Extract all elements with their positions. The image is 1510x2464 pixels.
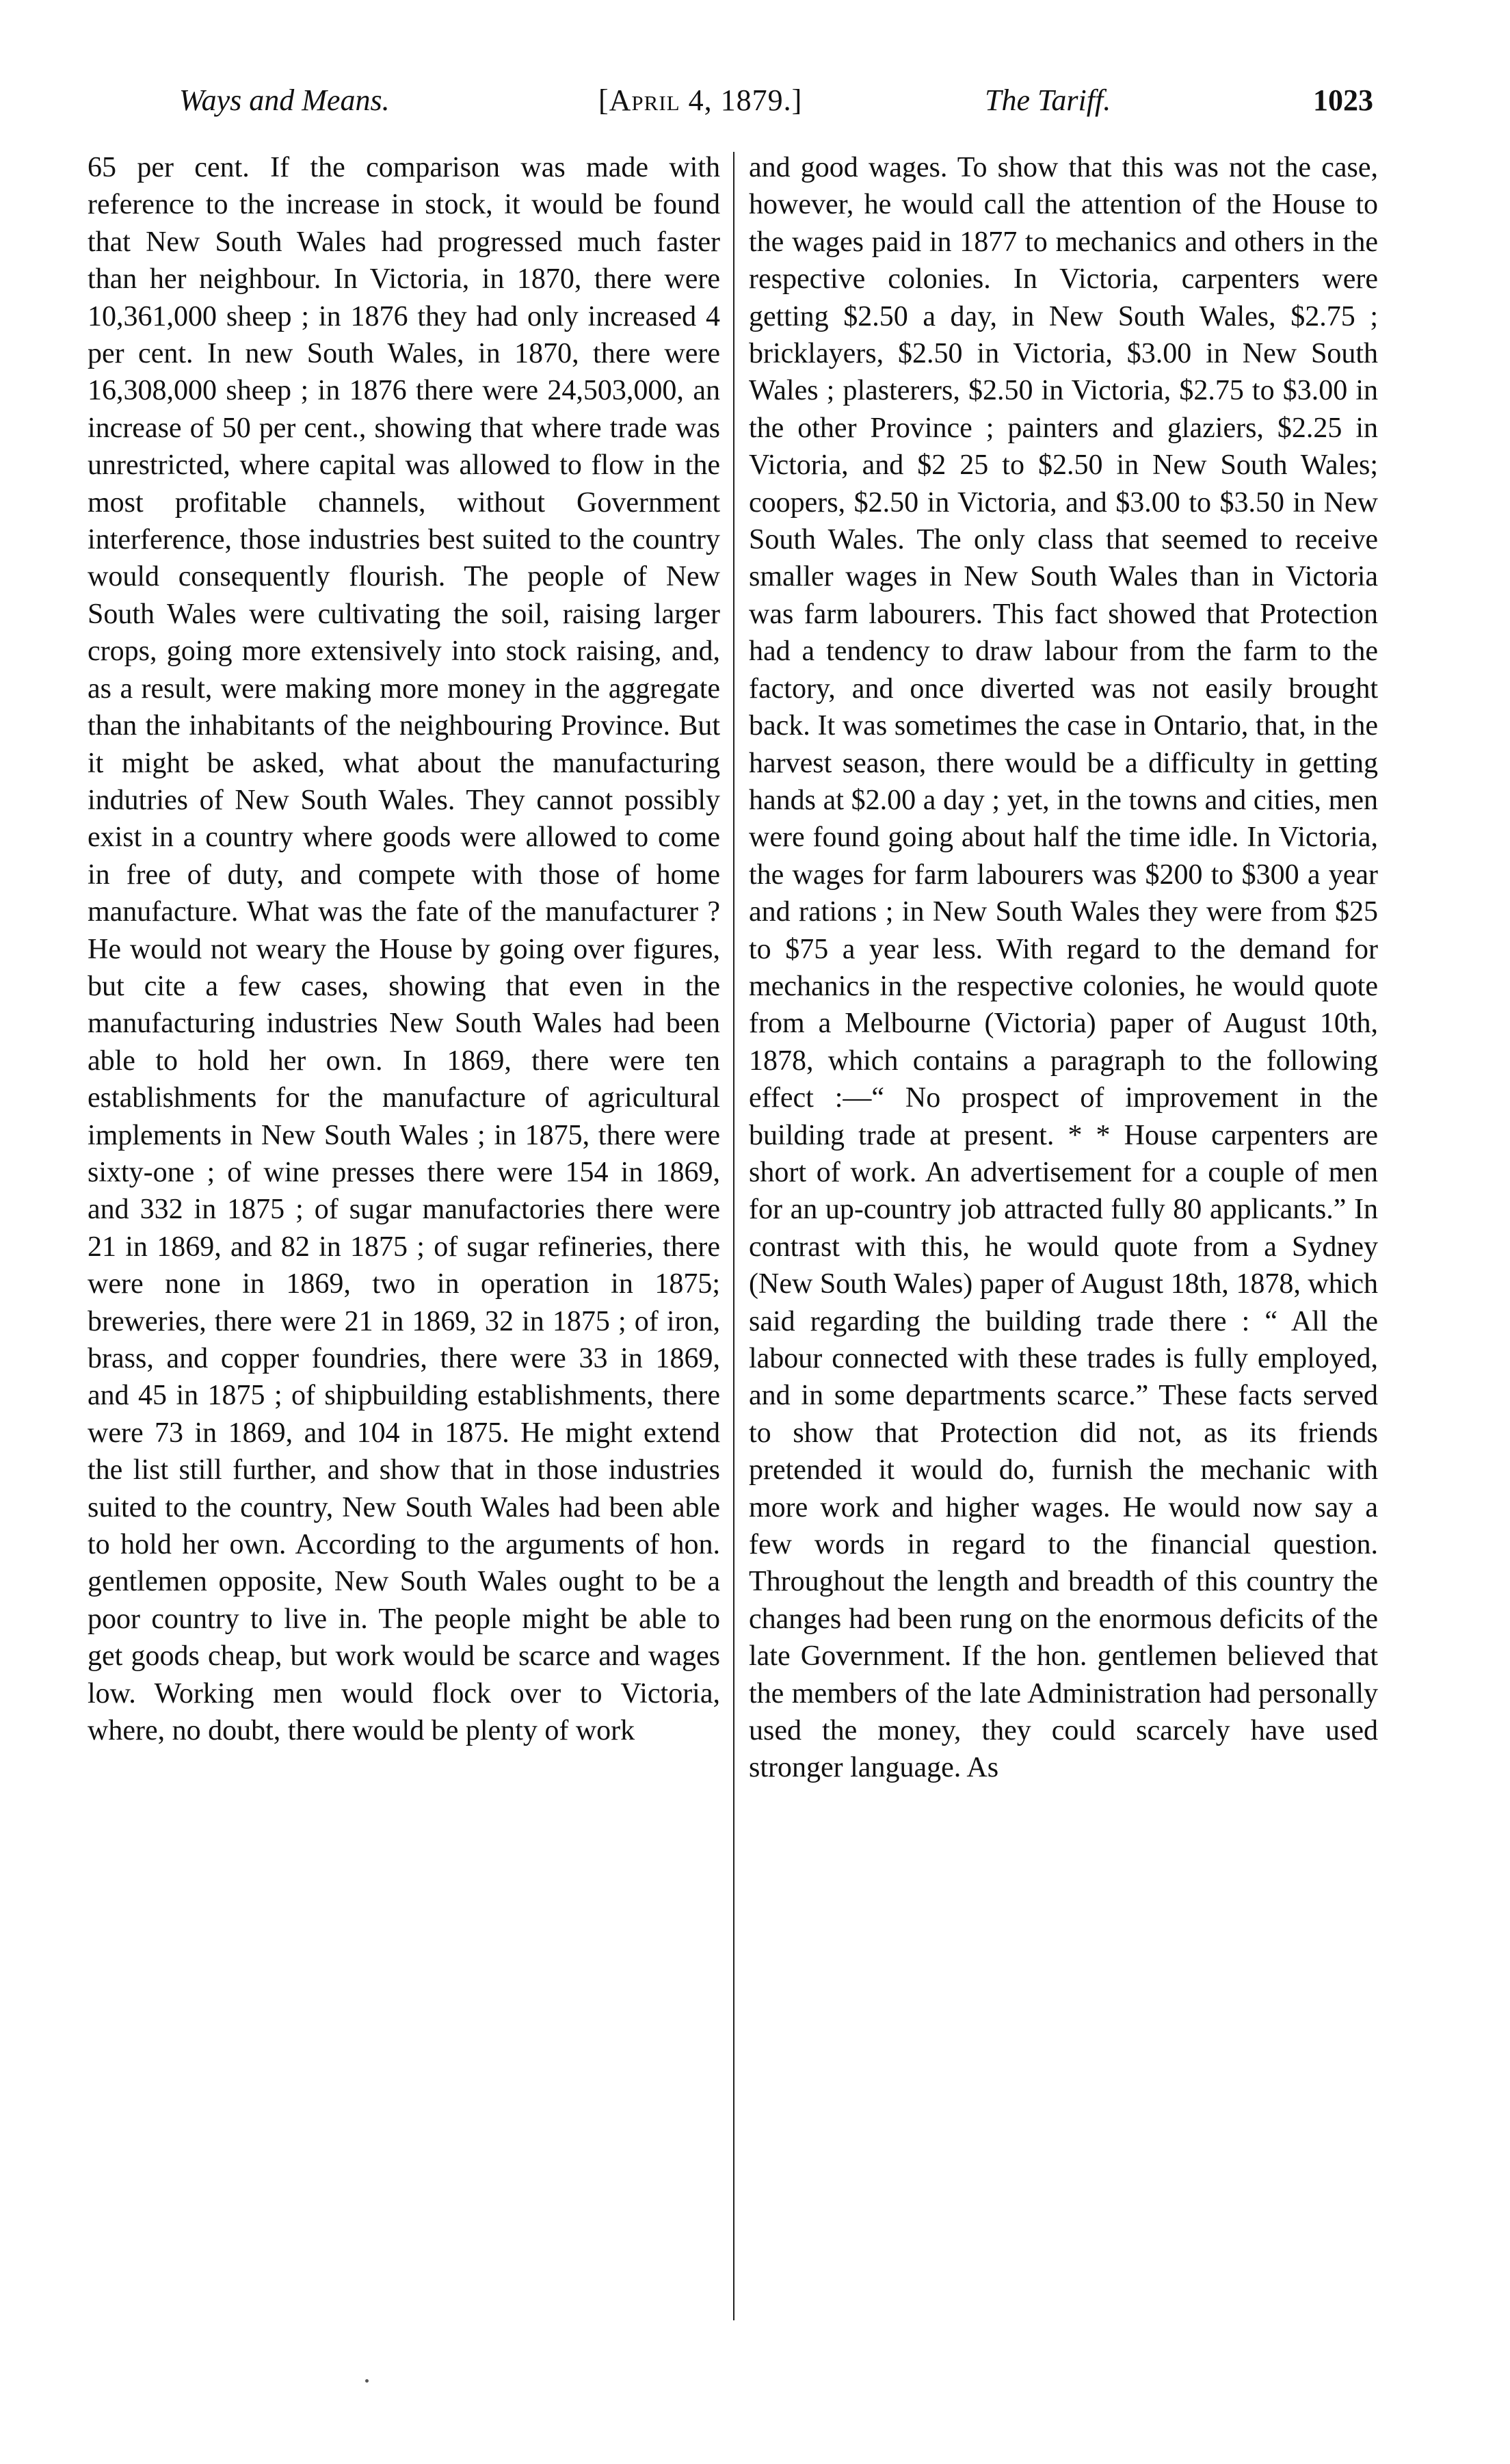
header-date-open: [ <box>598 83 609 117</box>
header-date-rest: 4, 1879.] <box>680 83 803 117</box>
left-column-text: 65 per cent. If the comparison was made with reference to the increase in stock, it would be found that New South Wales had progressed much faster than her neighbour. In Victoria, in 1870, there were 10,361,000 sheep ; in 1876 they had only increased 4 per cent. In new South Wales, in 1870, there were 16,308,000 sheep ; in 1876 there were 24,503,000, an increase of 50 per cent., showing that where trade was unrestricted, where capital was allowed to flow in the most profitable channels, without Government interference, those industries best suited to the country would consequently flourish. The people of New South Wales were cultivating the soil, raising larger crops, going more extensively into stock raising, and, as a result, were making more money in the aggregate than the inhabitants of the neighbouring Province. But it might be asked, what about the manufacturing indutries of New South Wales. They cannot possibly exist in a country where goods were allowed to come in free of duty, and compete with those of home manufacture. What was the fate of the manufacturer ? He would not weary the House by going over figures, but cite a few cases, showing that even in the manufacturing industries New South Wales had been able to hold her own. In 1869, there were ten establishments for the manufacture of agricultural implements in New South Wales ; in 1875, there were sixty-one ; of wine presses there were 154 in 1869, and 332 in 1875 ; of sugar manufactories there were 21 in 1869, and 82 in 1875 ; of sugar refineries, there were none in 1869, two in operation in 1875; breweries, there were 21 in 1869, 32 in 1875 ; of iron, brass, and copper foundries, there were 33 in 1869, and 45 in 1875 ; of shipbuilding establishments, there were 73 in 1869, and 104 in 1875. He might extend the list still further, and show that in those industries suited to the country, New South Wales had been able to hold her own. According to the arguments of hon. gentlemen opposite, New South Wales ought to be a poor country to live in. The people might be able to get goods cheap, but work would be scarce and wages low. Working men would flock over to Victoria, where, no doubt, there would be plenty of work <box>88 152 720 1747</box>
column-divider <box>733 152 734 2320</box>
right-column <box>749 149 1378 1787</box>
header-date-month: April <box>609 83 680 117</box>
running-header <box>82 77 1381 124</box>
right-column-text: and good wages. To show that this was not the case, however, he would call the attention of the House to the wages paid in 1877 to mechanics and others in the respective colonies. In Victoria, carpenters were getting $2.50 a day, in New South Wales, $2.75 ; bricklayers, $2.50 in Victoria, $3.00 in New South Wales ; plasterers, $2.50 in Victoria, $2.75 to $3.00 in the other Province ; painters and glaziers, $2.25 in Victoria, and $2 25 to $2.50 in New South Wales; coopers, $2.50 in Victoria, and $3.00 to $3.50 in New South Wales. The only class that seemed to receive smaller wages in New South Wales than in Victoria was farm labourers. This fact showed that Protection had a tendency to draw labour from the farm to the factory, and once diverted was not easily brought back. It was sometimes the case in Ontario, that, in the harvest season, there would be a difficulty in getting hands at $2.00 a day ; yet, in the towns and cities, men were found going about half the time idle. In Victoria, the wages for farm labourers was $200 to $300 a year and rations ; in New South Wales they were from $25 to $75 a year less. With regard to the demand for mechanics in the respective colonies, he would quote from a Melbourne (Victoria) paper of August 10th, 1878, which contains a paragraph to the following effect :—“ No prospect of improvement in the building trade at present. * * House carpenters are short of work. An advertisement for a couple of men for an up-country job attracted fully 80 applicants.” In contrast with this, he would quote from a Sydney (New South Wales) paper of August 18th, 1878, which said regarding the building trade there : “ All the labour connected with these trades is fully employed, and in some departments scarce.” These facts served to show that Protection did not, as its friends pretended it would do, furnish the mechanic with more work and higher wages. He would now say a few words in regard to the financial question. Throughout the length and breadth of this country the changes had been rung on the enormous deficits of the late Government. If the hon. gentlemen believed that the members of the late Administration had personally used the money, they could scarcely have used stronger language. As <box>749 152 1378 1784</box>
left-column <box>88 149 720 1749</box>
page-number: 1023 <box>1313 83 1373 117</box>
header-date <box>598 77 802 124</box>
print-speck <box>365 2379 369 2383</box>
header-topic: The Tariff. <box>985 83 1111 117</box>
header-section-title: Ways and Means. <box>179 83 390 117</box>
